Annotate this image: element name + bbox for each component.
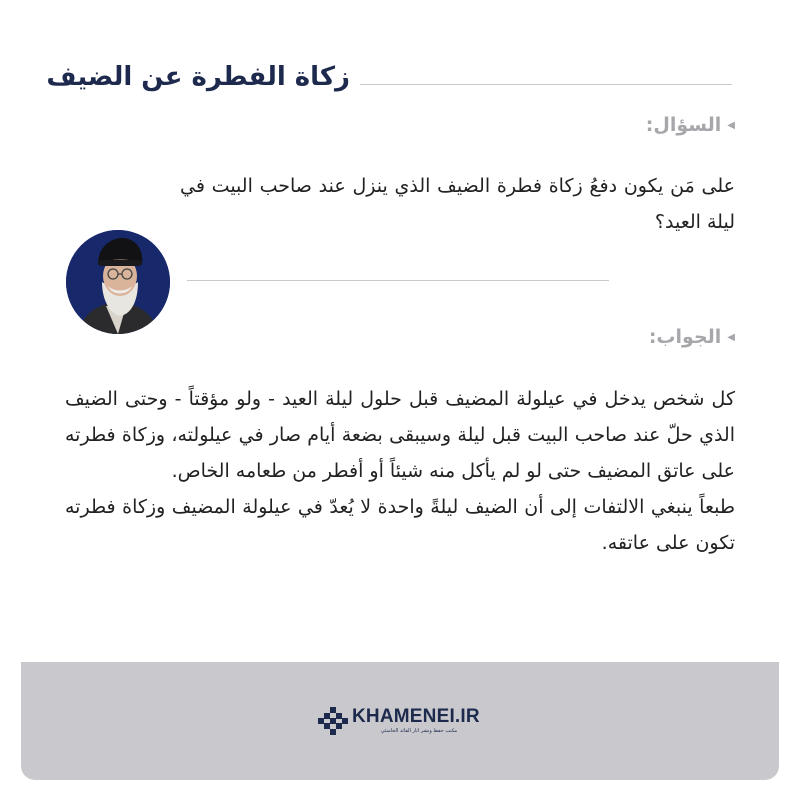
page-title: زكاة الفطرة عن الضيف (46, 62, 350, 92)
section-divider (187, 280, 609, 281)
logo-text: KHAMENEI.IR (352, 706, 480, 727)
answer-label-text: الجواب: (648, 326, 722, 348)
logo-tagline: مكتب حفظ ونشر آثار القائد الخامنئي (380, 728, 458, 734)
logo-mark-icon (318, 706, 348, 736)
khamenei-logo[interactable] (318, 704, 488, 740)
question-label (646, 114, 735, 136)
portrait-avatar (66, 230, 170, 334)
answer-paragraph: كل شخص يدخل في عيلولة المضيف قبل حلول ليلة العيد - ولو مؤقتاً - وحتى الضيف الذي حلّ عند صاحب البيت قبل ليلة وسيبقى بضعة أيام صار في عيلولته، وزكاة فطرته على عاتق المضيف حتى لو لم يأكل منه شيئاً أو أفطر من طعامه الخاص. (65, 388, 735, 482)
question-text: على مَن يكون دفعُ زكاة فطرة الضيف الذي ينزل عند صاحب البيت في ليلة العيد؟ (180, 175, 735, 233)
title-divider (360, 84, 732, 85)
answer-paragraph: طبعاً ينبغي الالتفات إلى أن الضيف ليلةً واحدة لا يُعدّ في عيلولة المضيف وزكاة فطرته تكون على عاتقه. (65, 496, 735, 554)
caret-left-icon: ◀ (727, 332, 735, 343)
answer-body (65, 381, 735, 561)
question-label-text: السؤال: (645, 114, 722, 136)
caret-left-icon: ◀ (727, 120, 735, 131)
answer-label (649, 326, 735, 348)
portrait-image (66, 230, 170, 334)
